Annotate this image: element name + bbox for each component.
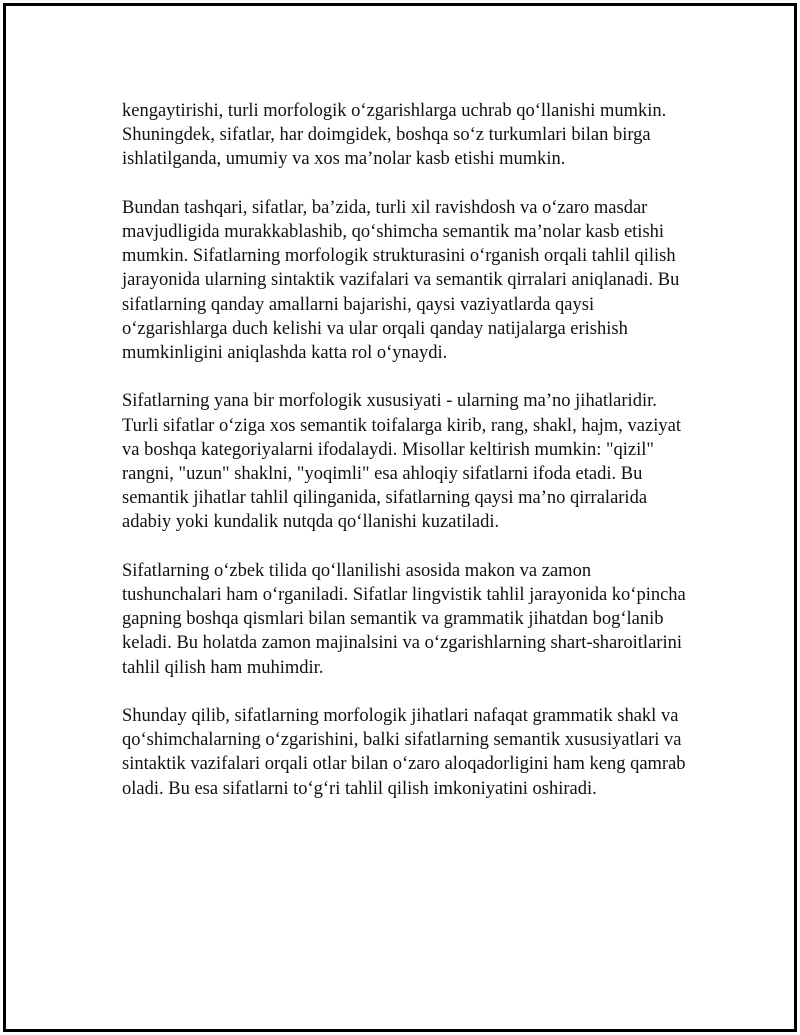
page-frame	[3, 3, 797, 1032]
text-line: mumkinligini aniqlashda katta rol o‘ynaydi.	[122, 343, 448, 364]
text-line: gapning boshqa qismlari bilan semantik va grammatik jihatdan bog‘lanib	[122, 609, 664, 630]
text-line: kengaytirishi, turli morfologik o‘zgarishlarga uchrab qo‘llanishi mumkin.	[122, 101, 667, 121]
document-body	[122, 99, 694, 825]
text-line: jarayonida ularning sintaktik vazifalari va semantik qirralari aniqlanadi. Bu	[122, 270, 680, 291]
text-line: mumkin. Sifatlarning morfologik strukturasini o‘rganish orqali tahlil qilish	[122, 246, 676, 267]
text-line: tahlil qilish ham muhimdir.	[122, 657, 324, 678]
text-line: rangni, "uzun" shaklni, "yoqimli" esa ahloqiy sifatlarni ifoda etadi. Bu	[122, 464, 643, 485]
text-line: qo‘shimchalarning o‘zgarishini, balki sifatlarning semantik xususiyatlari va	[122, 730, 682, 751]
text-line: o‘zgarishlarga duch kelishi va ular orqali qanday natijalarga erishish	[122, 318, 628, 339]
text-line: Sifatlarning o‘zbek tilida qo‘llanilishi asosida makon va zamon	[122, 560, 592, 581]
text-line: sintaktik vazifalari orqali otlar bilan o‘zaro aloqadorligini ham keng qamrab	[122, 754, 686, 775]
text-line: Turli sifatlar o‘ziga xos semantik toifalarga kirib, rang, shakl, hajm, vaziyat	[122, 415, 681, 436]
paragraph-2	[122, 196, 694, 365]
text-line: va boshqa kategoriyalarni ifodalaydi. Misollar keltirish mumkin: "qizil"	[122, 439, 654, 460]
text-line: Bundan tashqari, sifatlar, ba’zida, turli xil ravishdosh va o‘zaro masdar	[122, 197, 648, 218]
paragraph-1	[122, 99, 694, 172]
paragraph-5	[122, 704, 694, 801]
text-line: adabiy yoki kundalik nutqda qo‘llanishi kuzatiladi.	[122, 512, 500, 533]
text-line: keladi. Bu holatda zamon majinalsini va o‘zgarishlarning shart-sharoitlarini	[122, 633, 682, 654]
text-line: mavjudligida murakkablashib, qo‘shimcha semantik ma’nolar kasb etishi	[122, 222, 665, 242]
paragraph-4	[122, 559, 694, 680]
text-line: sifatlarning qanday amallarni bajarishi, qaysi vaziyatlarda qaysi	[122, 294, 595, 315]
text-line: oladi. Bu esa sifatlarni to‘g‘ri tahlil qilish imkoniyatini oshiradi.	[122, 778, 597, 799]
text-line: ishlatilganda, umumiy va xos ma’nolar kasb etishi mumkin.	[122, 149, 566, 170]
text-line: Shunday qilib, sifatlarning morfologik jihatlari nafaqat grammatik shakl va	[122, 706, 679, 727]
text-line: semantik jihatlar tahlil qilinganida, sifatlarning qaysi ma’no qirralarida	[122, 488, 648, 509]
text-line: Shuningdek, sifatlar, har doimgidek, boshqa so‘z turkumlari bilan birga	[122, 125, 651, 146]
text-line: Sifatlarning yana bir morfologik xususiyati - ularning ma’no jihatlaridir.	[122, 391, 657, 412]
paragraph-3	[122, 389, 694, 534]
text-line: tushunchalari ham o‘rganiladi. Sifatlar lingvistik tahlil jarayonida ko‘pincha	[122, 585, 686, 606]
